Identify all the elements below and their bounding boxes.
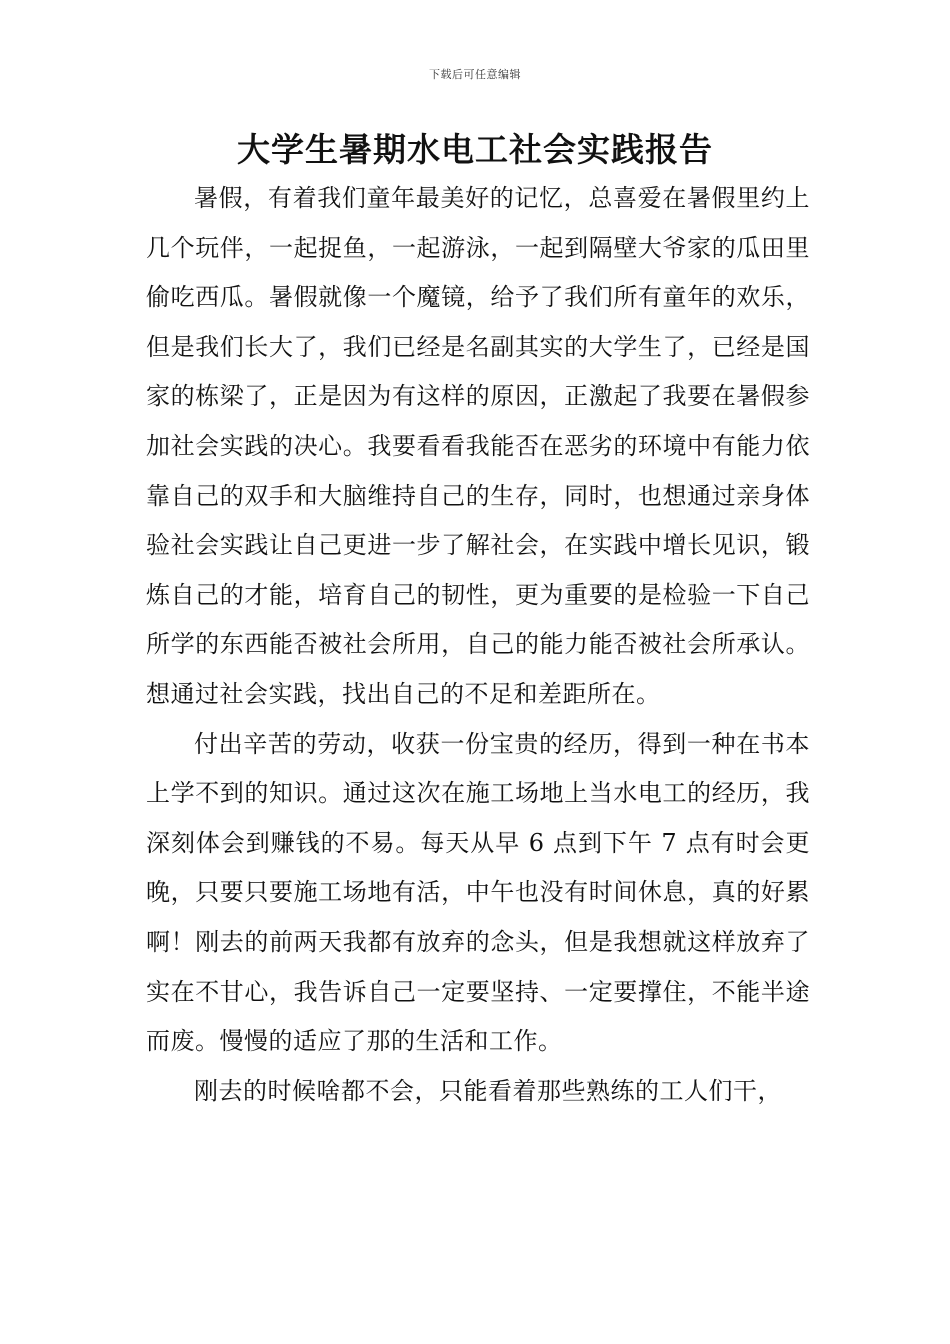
header-note: 下载后可任意编辑 [429,68,521,81]
paragraph-3: 刚去的时候啥都不会，只能看着那些熟练的工人们干， [194,1076,782,1105]
paragraph-2: 付出辛苦的劳动，收获一份宝贵的经历，得到一种在书本上学不到的知识。通过这次在施工场地上当水电工的经历，我深刻体会到赚钱的不易。每天从早 6 点到下午 7 点有时会更晚，只要只要施工场地有活，中午也没有时间休息，真的好累啊！刚去的前两天我都有放弃的念头，但是我想就这样放弃了实在不甘心，我告诉自己一定要坚持、一定要撑住，不能半途而废。慢慢的适应了那的生活和工作。 [146,729,810,1056]
document-body [146,174,810,1116]
document-title: 大学生暑期水电工社会实践报告 [237,130,713,169]
paragraph-1: 暑假，有着我们童年最美好的记忆，总喜爱在暑假里约上几个玩伴，一起捉鱼，一起游泳，一起到隔壁大爷家的瓜田里偷吃西瓜。暑假就像一个魔镜，给予了我们所有童年的欢乐，但是我们长大了，我们已经是名副其实的大学生了，已经是国家的栋梁了，正是因为有这样的原因，正激起了我要在暑假参加社会实践的决心。我要看看我能否在恶劣的环境中有能力依靠自己的双手和大脑维持自己的生存，同时，也想通过亲身体验社会实践让自己更进一步了解社会，在实践中增长见识，锻炼自己的才能，培育自己的韧性，更为重要的是检验一下自己所学的东西能否被社会所用，自己的能力能否被社会所承认。想通过社会实践，找出自己的不足和差距所在。 [146,184,810,708]
